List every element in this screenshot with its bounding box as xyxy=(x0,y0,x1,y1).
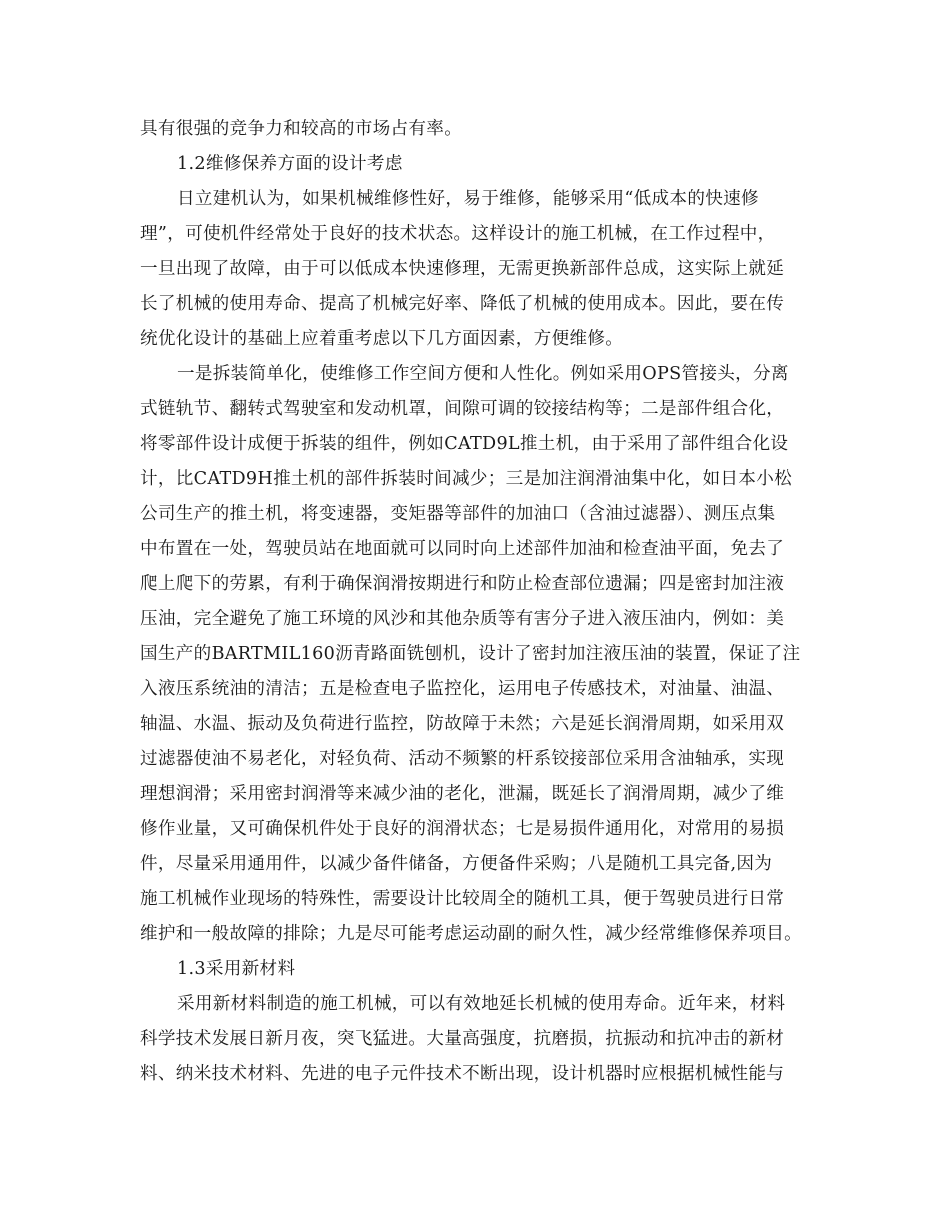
paragraph-line: 式链轨节、翻转式驾驶室和发动机罩，间隙可调的铰接结构等；二是部件组合化， xyxy=(140,399,785,419)
paragraph-line: 计，比CATD9H推土机的部件拆装时间减少；三是加注润滑油集中化，如日本小松 xyxy=(140,469,792,489)
paragraph-line: 一旦出现了故障，由于可以低成本快速修理，无需更换新部件总成，这实际上就延 xyxy=(140,259,785,279)
paragraph-line: 国生产的BARTMIL160沥青路面铣刨机，设计了密封加注液压油的装置，保证了注 xyxy=(140,644,801,664)
paragraph-line: 过滤器使油不易老化，对轻负荷、活动不频繁的杆系铰接部位采用含油轴承，实现 xyxy=(140,749,785,769)
paragraph-line: 爬上爬下的劳累，有利于确保润滑按期进行和防止检查部位遗漏；四是密封加注液 xyxy=(140,574,785,594)
paragraph-line: 中布置在一处，驾驶员站在地面就可以同时向上述部件加油和检查油平面，免去了 xyxy=(140,539,785,559)
body-text xyxy=(140,112,830,1092)
section-heading-1-3: 1.3采用新材料 xyxy=(177,959,296,979)
paragraph-line: 理”，可使机件经常处于良好的技术状态。这样设计的施工机械，在工作过程中， xyxy=(140,224,776,244)
paragraph-line: 将零部件设计成便于拆装的组件，例如CATD9L推土机，由于采用了部件组合化设 xyxy=(140,434,789,454)
paragraph-line: 压油，完全避免了施工环境的风沙和其他杂质等有害分子进入液压油内，例如：美 xyxy=(140,609,785,629)
paragraph-line: 施工机械作业现场的特殊性，需要设计比较周全的随机工具，便于驾驶员进行日常 xyxy=(140,889,785,909)
section-heading-1-2: 1.2维修保养方面的设计考虑 xyxy=(177,154,403,174)
paragraph-line: 入液压系统油的清洁；五是检查电子监控化，运用电子传感技术，对油量、油温、 xyxy=(140,679,785,699)
paragraph-line: 料、纳米技术材料、先进的电子元件技术不断出现，设计机器时应根据机械性能与 xyxy=(140,1064,785,1084)
paragraph-line: 公司生产的推土机，将变速器，变矩器等部件的加油口（含油过滤器）、测压点集 xyxy=(140,504,776,524)
paragraph-line: 一是拆装简单化，使维修工作空间方便和人性化。例如采用OPS管接头，分离 xyxy=(177,364,789,384)
paragraph-line: 理想润滑；采用密封润滑等来减少油的老化，泄漏，既延长了润滑周期，减少了维 xyxy=(140,784,785,804)
paragraph-line: 件，尽量采用通用件，以减少备件储备，方便备件采购；八是随机工具完备,因为 xyxy=(140,854,773,874)
paragraph-line: 维护和一般故障的排除；九是尽可能考虑运动副的耐久性，减少经常维修保养项目。 xyxy=(140,924,803,944)
paragraph-line: 修作业量，又可确保机件处于良好的润滑状态；七是易损件通用化，对常用的易损 xyxy=(140,819,785,839)
paragraph-line: 采用新材料制造的施工机械，可以有效地延长机械的使用寿命。近年来，材料 xyxy=(177,994,786,1014)
paragraph-continuation-line: 具有很强的竞争力和较高的市场占有率。 xyxy=(140,119,463,139)
paragraph-line: 轴温、水温、振动及负荷进行监控，防故障于未然；六是延长润滑周期，如采用双 xyxy=(140,714,785,734)
paragraph-line: 科学技术发展日新月夜，突飞猛进。大量高强度，抗磨损，抗振动和抗冲击的新材 xyxy=(140,1029,785,1049)
paragraph-line: 统优化设计的基础上应着重考虑以下几方面因素，方便维修。 xyxy=(140,329,624,349)
paragraph-line: 长了机械的使用寿命、提高了机械完好率、降低了机械的使用成本。因此，要在传 xyxy=(140,294,785,314)
paragraph-line: 日立建机认为，如果机械维修性好，易于维修，能够采用“低成本的快速修 xyxy=(177,189,759,209)
